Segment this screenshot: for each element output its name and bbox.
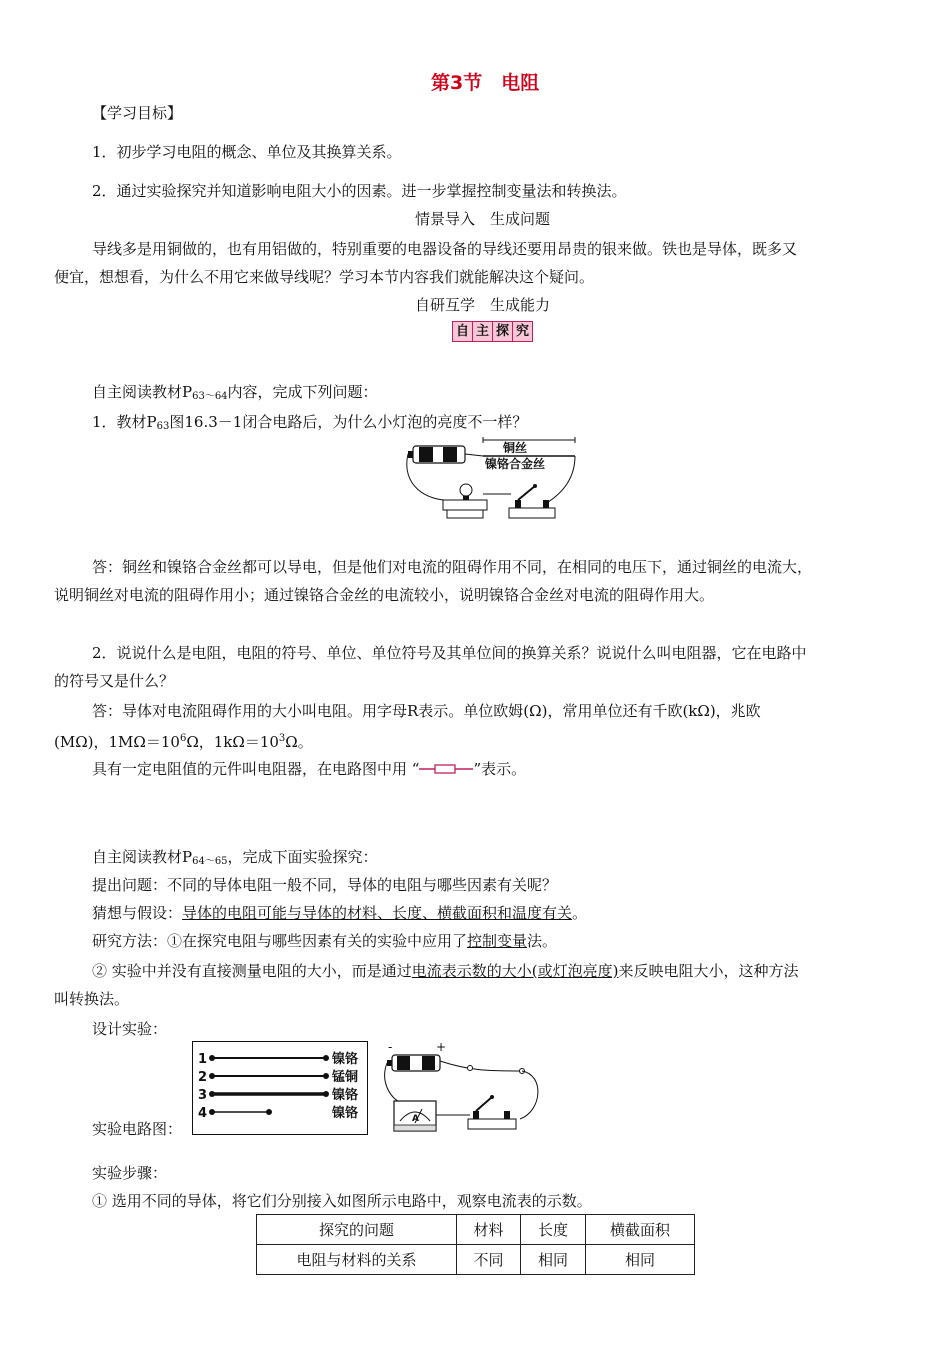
experiment-table — [256, 1214, 695, 1275]
text-part: ② 实验中并没有直接测量电阻的大小，而是通过 — [92, 962, 412, 980]
section-self-heading: 自研互学 生成能力 — [415, 296, 551, 314]
table-header-cell: 长度 — [521, 1215, 586, 1245]
text-part: 来反映电阻大小，这种方法 — [618, 962, 799, 980]
reading-instruction-1 — [92, 381, 378, 408]
table-row — [257, 1245, 695, 1275]
ammeter-label: A — [412, 1114, 419, 1124]
raise-question: 提出问题：不同的导体电阻一般不同，导体的电阻与哪些因素有关呢？ — [92, 876, 558, 894]
table-header-cell: 横截面积 — [586, 1215, 695, 1245]
step-1: ① 选用不同的导体，将它们分别接入如图所示电路中，观察电流表的示数。 — [92, 1192, 592, 1210]
research-method-1 — [92, 930, 557, 952]
question-2-line-2: 的符号又是什么？ — [54, 672, 175, 690]
ammeter-icon — [394, 1101, 436, 1131]
answer-1-line-2: 说明铜丝对电流的阻碍作用小；通过镍铬合金丝的电流较小，说明镍铬合金丝对电流的阻碍作用大。 — [54, 586, 715, 604]
badge-char: 探 — [493, 322, 513, 341]
exponent: 3 — [278, 733, 286, 744]
table-cell: 不同 — [457, 1245, 521, 1275]
page-range: 63～64 — [192, 391, 228, 402]
badge-char: 自 — [453, 322, 473, 341]
answer-2-line-2 — [54, 728, 313, 753]
text-part: 内容，完成下列问题： — [227, 383, 378, 401]
figure-wire-circuit — [405, 434, 580, 526]
objective-1: 1．初步学习电阻的概念、单位及其换算关系。 — [92, 143, 402, 161]
battery-minus-sign: - — [388, 1041, 393, 1054]
table-cell: 相同 — [586, 1245, 695, 1275]
objective-2: 2．通过实验探究并知道影响电阻大小的因素。进一步掌握控制变量法和转换法。 — [92, 182, 627, 200]
exponent: 6 — [179, 733, 187, 744]
research-method-2-line-2: 叫转换法。 — [54, 990, 130, 1008]
method-answer: 电流表示数的大小(或灯泡亮度) — [411, 962, 619, 980]
text-part: ”表示。 — [473, 760, 527, 778]
wire-number: 4 — [198, 1106, 208, 1121]
wire-material: 镍铬 — [332, 1088, 359, 1103]
resistor-symbol-icon — [419, 762, 473, 776]
table-header-cell: 材料 — [457, 1215, 521, 1245]
wire-material: 镍铬 — [332, 1052, 359, 1067]
table-header-row — [257, 1215, 695, 1245]
text-part: Ω，1kΩ＝10 — [186, 733, 279, 751]
research-method-2 — [92, 960, 799, 982]
wire-number: 2 — [198, 1070, 208, 1085]
hypothesis-answer: 导体的电阻可能与导体的材料、长度、横截面积和温度有关 — [182, 904, 573, 922]
circuit-label: 实验电路图： — [92, 1120, 183, 1138]
objectives-heading: 【学习目标】 — [92, 104, 183, 122]
wire-material: 镍铬 — [332, 1106, 359, 1121]
wire-number: 3 — [198, 1088, 208, 1103]
steps-label: 实验步骤： — [92, 1164, 168, 1182]
nichrome-wire-label: 镍铬合金丝 — [485, 457, 546, 471]
badge-char: 究 — [515, 324, 529, 339]
table-cell: 电阻与材料的关系 — [257, 1245, 457, 1275]
text-part: 猜想与假设： — [92, 904, 183, 922]
method-answer: 控制变量 — [467, 932, 528, 950]
answer-1-line-1: 答：铜丝和镍铬合金丝都可以导电，但是他们对电流的阻碍作用不同，在相同的电压下，通过铜丝的电流大， — [92, 558, 813, 576]
text-part: 法。 — [527, 932, 558, 950]
text-part: 自主阅读教材P — [92, 848, 193, 866]
wire-number: 1 — [198, 1052, 208, 1067]
text-part: ，完成下面实验探究： — [227, 848, 378, 866]
text-part: Ω。 — [285, 733, 313, 751]
page-title: 第3节 电阻 — [431, 72, 540, 94]
page-number: 63 — [156, 421, 170, 432]
page-range: 64～65 — [192, 856, 228, 867]
light-bulb-icon — [443, 484, 487, 518]
switch-icon — [468, 1095, 516, 1129]
table-cell: 相同 — [521, 1245, 586, 1275]
intro-line-1: 导线多是用铜做的，也有用铝做的，特别重要的电器设备的导线还要用昂贵的银来做。铁也是导体，既多又 — [92, 240, 798, 258]
table-header-cell: 探究的问题 — [257, 1215, 457, 1245]
design-label: 设计实验： — [92, 1020, 168, 1038]
hypothesis — [92, 902, 587, 924]
text-part: 自主阅读教材P — [92, 383, 193, 401]
reading-instruction-2 — [92, 846, 378, 873]
battery-icon — [387, 1055, 440, 1071]
battery-icon — [408, 446, 465, 463]
wire-material: 锰铜 — [332, 1070, 359, 1085]
text-part: 图16.3－1闭合电路后，为什么小灯泡的亮度不一样？ — [169, 413, 528, 431]
switch-icon — [509, 484, 555, 518]
text-part: (MΩ)，1MΩ＝10 — [54, 733, 180, 751]
answer-2-line-1: 答：导体对电流阻碍作用的大小叫电阻。用字母R表示。单位欧姆(Ω)，常用单位还有千欧(kΩ)，兆欧 — [92, 702, 761, 720]
text-part: 具有一定电阻值的元件叫电阻器，在电路图中用 “ — [92, 760, 420, 778]
figure-wire-board — [192, 1041, 368, 1135]
badge-char: 主 — [473, 322, 493, 341]
text-part: 。 — [572, 904, 588, 922]
intro-line-2: 便宜，想想看，为什么不用它来做导线呢？学习本节内容我们就能解决这个疑问。 — [54, 268, 595, 286]
self-explore-badge — [452, 321, 533, 342]
question-2-line-1: 2．说说什么是电阻，电阻的符号、单位、单位符号及其单位间的换算关系？说说什么叫电阻器，它在电路中 — [92, 644, 807, 662]
copper-wire-label: 铜丝 — [503, 441, 528, 455]
text-part: 研究方法：①在探究电阻与哪些因素有关的实验中应用了 — [92, 932, 468, 950]
figure-experiment-circuit — [380, 1041, 550, 1137]
section-intro-heading: 情景导入 生成问题 — [415, 210, 551, 228]
battery-plus-sign: + — [436, 1041, 447, 1054]
resistor-symbol-line — [92, 758, 526, 780]
text-part: 1．教材P — [92, 413, 157, 431]
